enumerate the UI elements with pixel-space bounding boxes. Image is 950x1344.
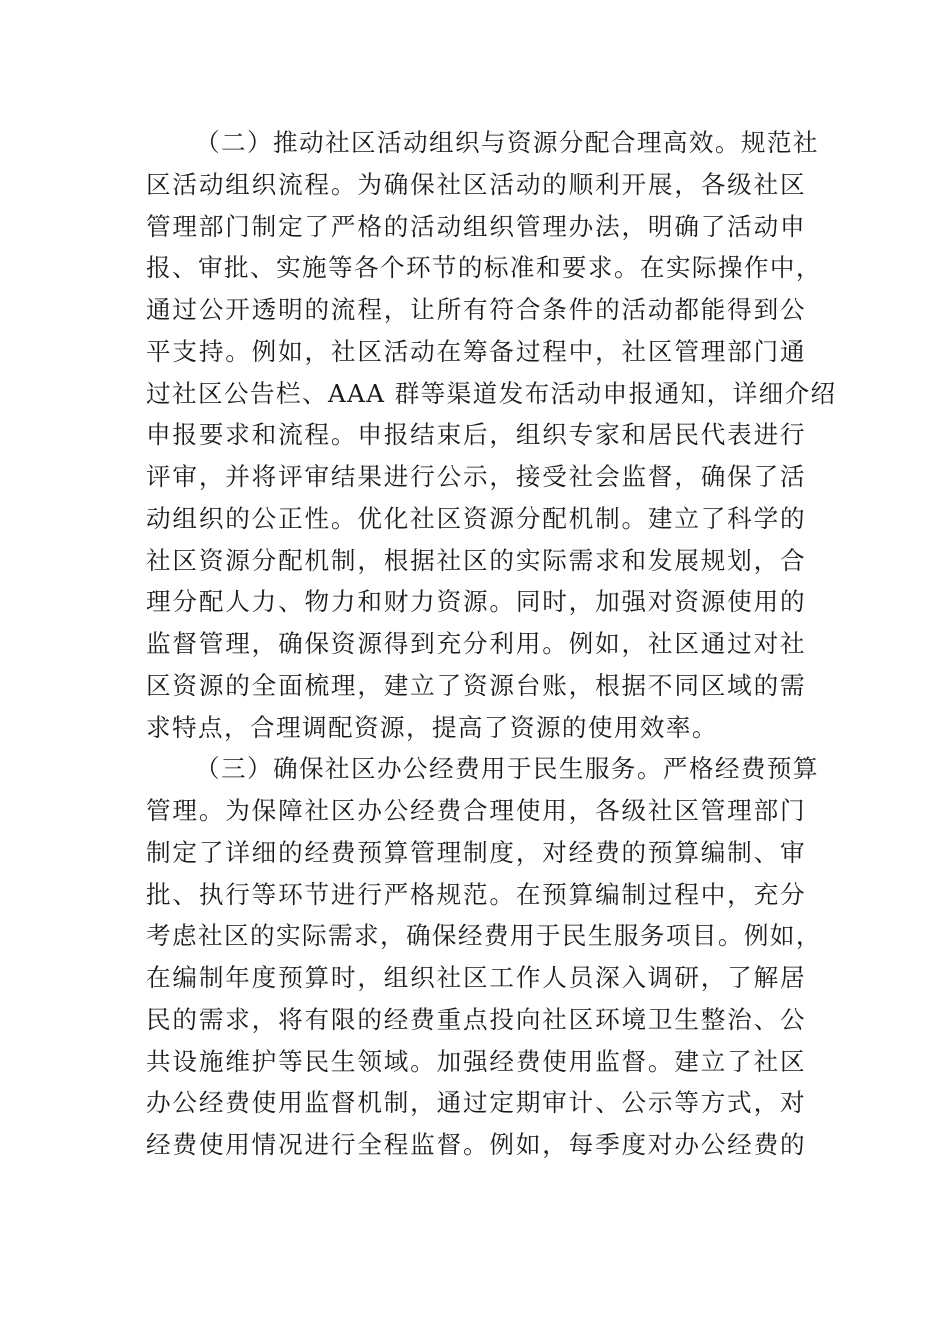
paragraph-1-line: 社区资源分配机制，根据社区的实际需求和发展规划，合 <box>146 545 806 575</box>
paragraph-1-line: 求特点，合理调配资源，提高了资源的使用效率。 <box>146 712 718 742</box>
paragraph-2-line: 办公经费使用监督机制，通过定期审计、公示等方式，对 <box>146 1088 806 1118</box>
body-text <box>146 122 837 1166</box>
paragraph-1-line: 过社区公告栏、AAA 群等渠道发布活动申报通知，详细介绍 <box>146 378 837 408</box>
paragraph-2-line: 制定了详细的经费预算管理制度，对经费的预算编制、审 <box>146 837 806 867</box>
paragraph-1-line: （二）推动社区活动组织与资源分配合理高效。规范社 <box>195 128 819 157</box>
paragraph-1-line: 报、审批、实施等各个环节的标准和要求。在实际操作中， <box>146 253 822 283</box>
paragraph-2-line: 民的需求，将有限的经费重点投向社区环境卫生整治、公 <box>146 1004 806 1034</box>
paragraph-2-line: 管理。为保障社区办公经费合理使用，各级社区管理部门 <box>146 796 806 825</box>
paragraph-1-line: 管理部门制定了严格的活动组织管理办法，明确了活动申 <box>146 211 806 241</box>
paragraph-1-line: 申报要求和流程。申报结束后，组织专家和居民代表进行 <box>146 420 806 450</box>
paragraph-1-line: 区活动组织流程。为确保社区活动的顺利开展，各级社区 <box>146 169 806 199</box>
paragraph-1-line: 动组织的公正性。优化社区资源分配机制。建立了科学的 <box>146 503 806 533</box>
paragraph-1-line: 区资源的全面梳理，建立了资源台账，根据不同区域的需 <box>146 670 806 700</box>
paragraph-2-line: 经费使用情况进行全程监督。例如，每季度对办公经费的 <box>146 1130 806 1159</box>
paragraph-2-line: 共设施维护等民生领域。加强经费使用监督。建立了社区 <box>146 1046 806 1076</box>
paragraph-2-line: 批、执行等环节进行严格规范。在预算编制过程中，充分 <box>146 879 806 909</box>
paragraph-2-line: 考虑社区的实际需求，确保经费用于民生服务项目。例如， <box>146 921 822 951</box>
paragraph-1-line: 理分配人力、物力和财力资源。同时，加强对资源使用的 <box>146 587 806 617</box>
paragraph-1-line: 通过公开透明的流程，让所有符合条件的活动都能得到公 <box>146 295 806 324</box>
paragraph-1-line: 监督管理，确保资源得到充分利用。例如，社区通过对社 <box>146 629 806 658</box>
paragraph-1-line: 平支持。例如，社区活动在筹备过程中，社区管理部门通 <box>146 336 806 366</box>
paragraph-2-line: 在编制年度预算时，组织社区工作人员深入调研，了解居 <box>146 963 806 992</box>
paragraph-1-line: 评审，并将评审结果进行公示，接受社会监督，确保了活 <box>146 462 806 491</box>
paragraph-2-line: （三）确保社区办公经费用于民生服务。严格经费预算 <box>195 754 819 784</box>
